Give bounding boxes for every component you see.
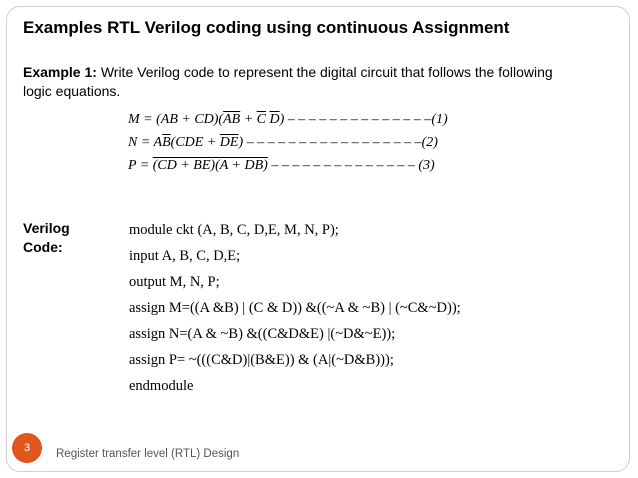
code-line: module ckt (A, B, C, D,E, M, N, P); (129, 222, 339, 238)
code-line: assign N=(A & ~B) &((C&D&E) |(~D&~E)); (129, 326, 396, 342)
verilog-label-line2: Code: (23, 239, 63, 255)
page-number-badge: 3 (12, 433, 42, 463)
equation-1-label: (1) (431, 112, 448, 127)
equation-1: $M = (AB + CD)(\overline{AB} + \overline{C}$ $\overline{D}$) – – – – – – – – – – – – – –(1) (128, 112, 448, 127)
equation-2: $N = A\overline{B}(CDE + \overline{D}\overline{E})$ – – – – – – – – – – – – – – – – –(2) (128, 135, 438, 150)
equation-3: P = (CD + BE)(A + DB) – – – – – – – – – – – – – – (3) (128, 158, 435, 173)
verilog-label-line1: Verilog (23, 220, 70, 236)
slide-title: Examples RTL Verilog coding using continuous Assignment (23, 18, 510, 37)
example-description: Write Verilog code to represent the digital circuit that follows the following logic equations. (23, 64, 553, 99)
code-line: input A, B, C, D,E; (129, 248, 241, 264)
code-line: output M, N, P; (129, 274, 220, 290)
code-line: assign P= ~(((C&D)|(B&E)) & (A|(~D&B))); (129, 352, 394, 368)
equation-3-label: (3) (418, 158, 435, 173)
example-text (23, 63, 583, 101)
equation-2-label: (2) (421, 135, 438, 150)
footer-text: Register transfer level (RTL) Design (56, 448, 240, 460)
example-label: Example 1: (23, 64, 97, 80)
code-line: endmodule (129, 378, 194, 394)
verilog-code-label (23, 219, 70, 257)
code-line: assign M=((A &B) | (C & D)) &((~A & ~B) | (~C&~D)); (129, 300, 461, 316)
code-block (129, 221, 461, 403)
